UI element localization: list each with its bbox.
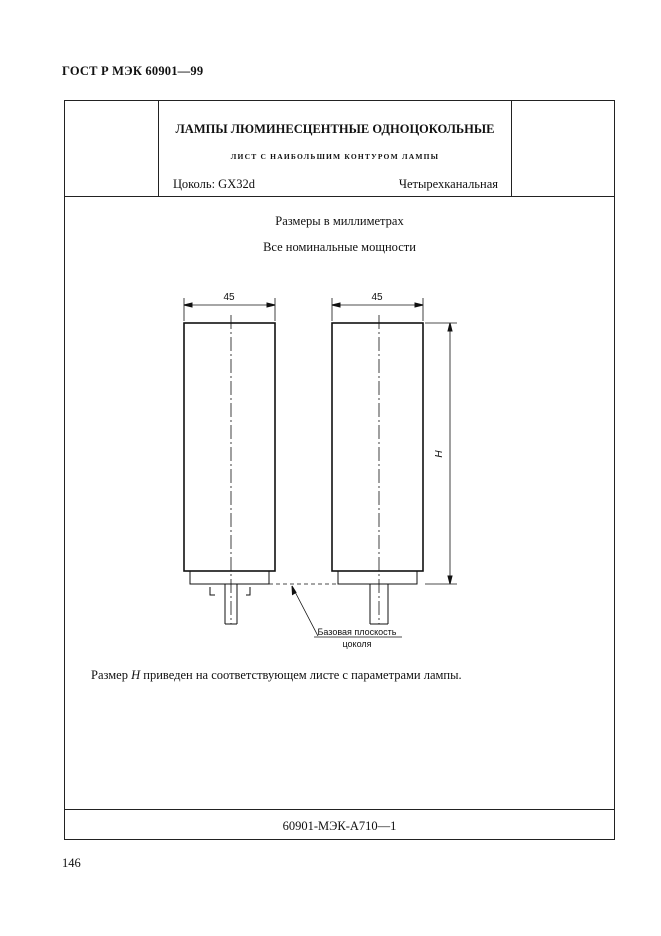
arrowhead [448,323,452,331]
sheet-title: ЛАМПЫ ЛЮМИНЕСЦЕНТНЫЕ ОДНОЦОКОЛЬНЫЕ [175,122,495,136]
cap-label: Цоколь: GX32d [173,177,255,191]
document-code: ГОСТ Р МЭК 60901—99 [62,64,204,78]
height-note-suffix: приведен на соответствующем листе с параметрами лампы. [140,668,462,682]
height-note-variable: H [131,668,141,682]
page-number: 146 [62,856,81,870]
right-lamp-body [332,323,423,571]
height-note-prefix: Размер [91,668,132,682]
arrowhead [448,576,452,584]
arrowhead [332,303,340,307]
base-plane-label-line1: Базовая плоскость [317,627,397,637]
left-key-mark [246,587,250,595]
arrowhead [267,303,275,307]
sheet-subtitle: ЛИСТ С НАИБОЛЬШИМ КОНТУРОМ ЛАМПЫ [230,152,440,161]
height-label: H [434,450,445,458]
left-width-label: 45 [223,292,235,303]
base-plane-leader [292,586,318,636]
left-lamp-cap [190,571,269,584]
left-lamp-body [184,323,275,571]
sheet-code: 60901-МЭК-А710—1 [282,819,397,833]
right-width-label: 45 [371,292,383,303]
base-plane-label-line2: цоколя [342,639,372,649]
right-lamp-cap [338,571,417,584]
left-key-mark [210,587,215,595]
arrowhead [415,303,423,307]
power-note: Все номинальные мощности [263,240,416,254]
arrowhead [292,586,296,595]
lamp-type-label: Четырехканальная [398,177,498,191]
dimensions-note: Размеры в миллиметрах [275,214,404,228]
arrowhead [184,303,192,307]
